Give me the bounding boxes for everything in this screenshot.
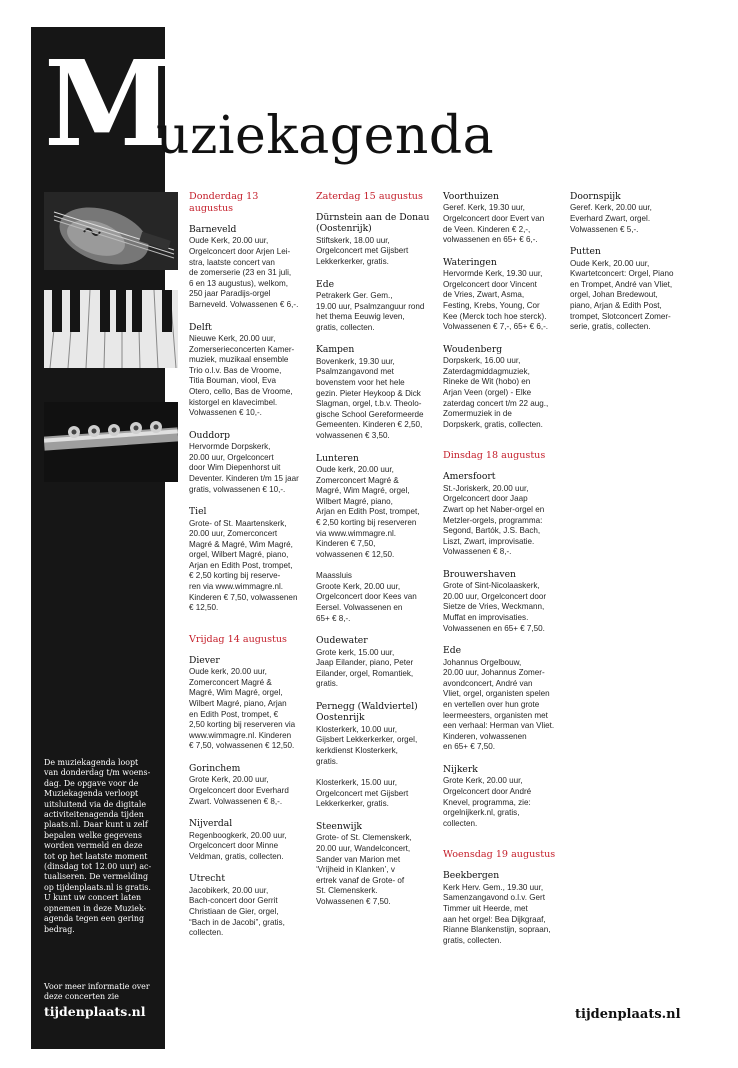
- entry-text: Jacobikerk, 20.00 uur, Bach-concert door Gerrit Christiaan de Gier, orgel, “Bach in de Jacobi”, gratis, collecten.: [189, 885, 285, 938]
- entry-place: Wateringen: [443, 256, 497, 268]
- entry-text: Oude Kerk, 20.00 uur, Orgelconcert door Arjen Lei- stra, laatste concert van de zomerserie (23 en 31 juli, 6 en 13 augustus), welkom, 250 jaar Paradijs-orgel Barneveld. Volwassenen € 6,-.: [189, 236, 299, 309]
- entry-place: Lunteren: [316, 452, 359, 464]
- agenda-entry: [443, 569, 559, 634]
- day-heading: Vrijdag 14 augustus: [189, 633, 287, 645]
- entry-place: Dürnstein aan de Donau (Oostenrijk): [316, 212, 430, 235]
- entry-text: Kerk Herv. Gem., 19.30 uur, Samenzangavond o.l.v. Gert Timmer uit Heerde, met aan het orgel: Bea Dijkgraaf, Rianne Blankenstijn, sopraan, gratis, collecten.: [443, 882, 551, 945]
- agenda-entry: [443, 344, 559, 431]
- entry-text: Geref. Kerk, 20.00 uur, Everhard Zwart, orgel. Volwassenen € 5,-.: [570, 203, 652, 234]
- entry-text: Dorpskerk, 16.00 uur, Zaterdagmiddagmuziek, Rineke de Wit (hobo) en Arjan Veen (orgel) - Elke zaterdag concert t/m 22 aug., Zomermuziek in de Dorpskerk, gratis, collecten.: [443, 356, 549, 429]
- agenda-entry: [316, 212, 432, 268]
- entry-place: Ede: [316, 278, 335, 290]
- entry-text: Geref. Kerk, 19.30 uur, Orgelconcert door Evert van de Veen. Kinderen € 2,-, volwassenen en 65+ € 6,-.: [443, 203, 545, 245]
- entry-text: Grote- of St. Clemenskerk, 20.00 uur, Wandelconcert, Sander van Marion met ‘Vrijheid in Klanken’, v ertrek vanaf de Grote- of St. Clemenskerk. Volwassenen € 7,50.: [316, 833, 412, 906]
- entry-place: Kampen: [316, 344, 355, 356]
- agenda-entry: [189, 430, 305, 495]
- entry-text: Petrakerk Ger. Gem., 19.00 uur, Psalmzanguur rond het thema Eeuwig leven, gratis, collecten.: [316, 291, 425, 332]
- flute-icon: [44, 402, 178, 482]
- agenda-entry: [316, 571, 432, 624]
- entry-place: Tiel: [189, 506, 207, 518]
- entry-text: Bovenkerk, 19.30 uur, Psalmzangavond met bovenstem voor het hele gezin. Pieter Heykoop & Dick Slagman, orgel, t.b.v. Theolo- gische School Gereformeerde Gemeenten. Kinderen € 2,50, volwassenen € 3,50.: [316, 356, 424, 440]
- agenda-entry: [443, 645, 559, 753]
- title-initial: M: [44, 34, 173, 173]
- sidebar-more-info: Voor meer informatie over deze concerten zie: [44, 982, 150, 1002]
- title-rest: uziekagenda: [156, 106, 495, 166]
- entry-text: Nieuwe Kerk, 20.00 uur, Zomerserieconcerten Kamer- muziek, muzikaal ensemble Trio o.l.v. Bas de Vroome, Titia Bouman, viool, Eva Otero, cello, Bas de Vroome, kistorgel en klavecimbel. Volwassenen € 10,-.: [189, 333, 295, 418]
- agenda-entry: [443, 870, 559, 946]
- entry-text: Hervormde Kerk, 19.30 uur, Orgelconcert door Vincent de Vries, Zwart, Asma, Festing, Krebs, Young, Cor Kee (Merck toch hoe sterck). Volwassenen € 7,-, 65+ € 6,-.: [443, 269, 549, 332]
- agenda-entry: [189, 655, 305, 752]
- entry-place: Gorinchem: [189, 763, 241, 774]
- entry-place: Putten: [570, 246, 601, 258]
- agenda-entry: [570, 191, 686, 235]
- agenda-entry: [189, 818, 305, 862]
- entry-place: Barneveld: [189, 224, 237, 235]
- violin-icon: [44, 192, 178, 270]
- entry-text: Oude kerk, 20.00 uur, Zomerconcert Magré & Magré, Wim Magré, orgel, Wilbert Magré, piano, Arjan en Edith Post, trompet, € 2,50 korting bij reserveren via www.wimmagre.nl. Kinderen € 7,50, volwassenen € 12,50.: [316, 464, 420, 559]
- flute-photo: [44, 402, 178, 482]
- entry-place: Ede: [443, 645, 462, 657]
- entry-text: Grote Kerk, 20.00 uur, Orgelconcert door André Knevel, programma, zie: orgelnijkerk.nl, gratis, collecten.: [443, 776, 532, 828]
- entry-place: Nijkerk: [443, 764, 478, 775]
- agenda-entry: [443, 471, 559, 558]
- agenda-entry: [316, 453, 432, 561]
- entry-place: Ouddorp: [189, 429, 231, 441]
- day-heading: Dinsdag 18 augustus: [443, 450, 546, 462]
- entry-text: Oude kerk, 20.00 uur, Zomerconcert Magré & Magré, Wim Magré, orgel, Wilbert Magré, piano, Arjan en Edith Post, trompet, € 2,50 korting bij reserveren via www.wimmagre.nl. Kinderen € 7,50, volwassenen € 12,50.: [189, 667, 296, 751]
- agenda-entry: [316, 701, 432, 767]
- sidebar-info-text: De muziekagenda loopt van donderdag t/m woens- dag. De opgave voor de Muziekagenda verloopt uitsluitend via de digitale activiteitenagenda tijden plaats.nl. Daar kunt u zelf bepalen welke gegevens worden vermeld en deze tot op het laatste moment (dinsdag tot 12.00 uur) ac- tualiseren. De vermelding op tijdenplaats.nl is gratis. U kunt uw concert laten opnemen in deze Muziek- agenda tegen een gering bedrag.: [44, 758, 152, 934]
- entry-place: Nijverdal: [189, 818, 233, 830]
- entry-text: Oude Kerk, 20.00 uur, Kwartetconcert: Orgel, Piano en Trompet, André van Vliet, orgel, Johan Bredewout, piano, Arjan & Edith Post, trompet, Slotconcert Zomer- serie, gratis, collecten.: [570, 258, 674, 332]
- agenda-entry: [443, 191, 559, 246]
- agenda-entry: [316, 344, 432, 441]
- agenda-entry: [189, 224, 305, 311]
- agenda-column-4: [570, 191, 686, 344]
- day-heading: Donderdag 13 augustus: [189, 191, 259, 214]
- entry-place: Amersfoort: [443, 471, 496, 483]
- agenda-entry: [189, 763, 305, 807]
- footer-website-link[interactable]: tijdenplaats.nl: [575, 1007, 681, 1022]
- agenda-entry: [570, 246, 686, 333]
- agenda-column-2: [316, 191, 432, 919]
- agenda-entry: [316, 821, 432, 908]
- entry-text: St.-Joriskerk, 20.00 uur, Orgelconcert door Jaap Zwart op het Naber-orgel en Metzler-orgels, programma: Segond, Bartók, J.S. Bach, Liszt, Zwart, improvisatie. Volwassenen € 8,-.: [443, 483, 545, 557]
- entry-place: Steenwijk: [316, 821, 362, 832]
- entry-place: Diever: [189, 654, 220, 666]
- entry-place: Beekbergen: [443, 870, 500, 882]
- entry-text: Klosterkerk, 15.00 uur, Orgelconcert met Gijsbert Lekkerkerker, gratis.: [316, 778, 409, 809]
- agenda-entry: [189, 506, 305, 614]
- agenda-entry: [316, 635, 432, 690]
- entry-place: Utrecht: [189, 873, 226, 885]
- piano-photo: [44, 290, 178, 368]
- entry-text: Grote- of St. Maartenskerk, 20.00 uur, Zomerconcert Magré & Magré, Wim Magré, orgel, Wilbert Magré, piano, Arjan en Edith Post, trompet, € 2,50 korting bij reserve- ren via www.wimmagre.nl. Kinderen € 7,50, volwassenen € 12,50.: [189, 518, 298, 613]
- day-heading: Woensdag 19 augustus: [443, 849, 556, 861]
- violin-photo: [44, 192, 178, 270]
- entry-place: Pernegg (Waldviertel) Oostenrijk: [316, 701, 418, 724]
- entry-place: Doornspijk: [570, 191, 621, 202]
- entry-text: Regenboogkerk, 20.00 uur, Orgelconcert door Minne Veldman, gratis, collecten.: [189, 830, 287, 861]
- entry-text: Grote of Sint-Nicolaaskerk, 20.00 uur, Orgelconcert door Sietze de Vries, Weckmann, Muffat en improvisaties. Volwassenen en 65+ € 7,50.: [443, 581, 547, 633]
- agenda-column-3: [443, 191, 559, 957]
- agenda-entry: [316, 279, 432, 334]
- entry-text: Klosterkerk, 10.00 uur, Gijsbert Lekkerkerker, orgel, kerkdienst Klosterkerk, gratis.: [316, 724, 418, 766]
- agenda-column-1: [189, 191, 305, 950]
- agenda-entry: [189, 322, 305, 419]
- agenda-entry: [316, 778, 432, 810]
- entry-text: Grote Kerk, 20.00 uur, Orgelconcert door Everhard Zwart. Volwassenen € 8,-.: [189, 775, 289, 806]
- agenda-entry: [189, 873, 305, 938]
- entry-place: Oudewater: [316, 635, 368, 647]
- entry-text: Stiftskerk, 18.00 uur, Orgelconcert met Gijsbert Lekkerkerker, gratis.: [316, 235, 409, 266]
- page-title: [44, 34, 564, 173]
- piano-keys-icon: [44, 290, 178, 368]
- entry-text: Johannus Orgelbouw, 20.00 uur, Johannus Zomer- avondconcert, André van Vliet, orgel, organisten spelen en vertellen over hun grote leermeesters, organisten met een verhaal: Herman van Vliet. Kinderen, volwassenen en 65+ € 7,50.: [443, 657, 555, 752]
- agenda-entry: [443, 257, 559, 333]
- agenda-entry: [443, 764, 559, 829]
- entry-place: Voorthuizen: [443, 191, 499, 202]
- entry-text: Hervormde Dorpskerk, 20.00 uur, Orgelconcert door Wim Diepenhorst uit Deventer. Kinderen t/m 15 jaar gratis, volwassenen € 10,-.: [189, 442, 299, 494]
- entry-text: Grote kerk, 15.00 uur, Jaap Eilander, piano, Peter Eilander, orgel, Romantiek, gratis.: [316, 647, 414, 689]
- entry-place: Delft: [189, 321, 212, 333]
- sidebar-website-link[interactable]: tijdenplaats.nl: [44, 1004, 146, 1019]
- entry-place: Woudenberg: [443, 343, 503, 355]
- entry-text: Maassluis Groote Kerk, 20.00 uur, Orgelconcert door Kees van Eersel. Volwassenen en 65+ € 8,-.: [316, 571, 417, 623]
- day-heading: Zaterdag 15 augustus: [316, 191, 423, 202]
- entry-place: Brouwershaven: [443, 568, 516, 580]
